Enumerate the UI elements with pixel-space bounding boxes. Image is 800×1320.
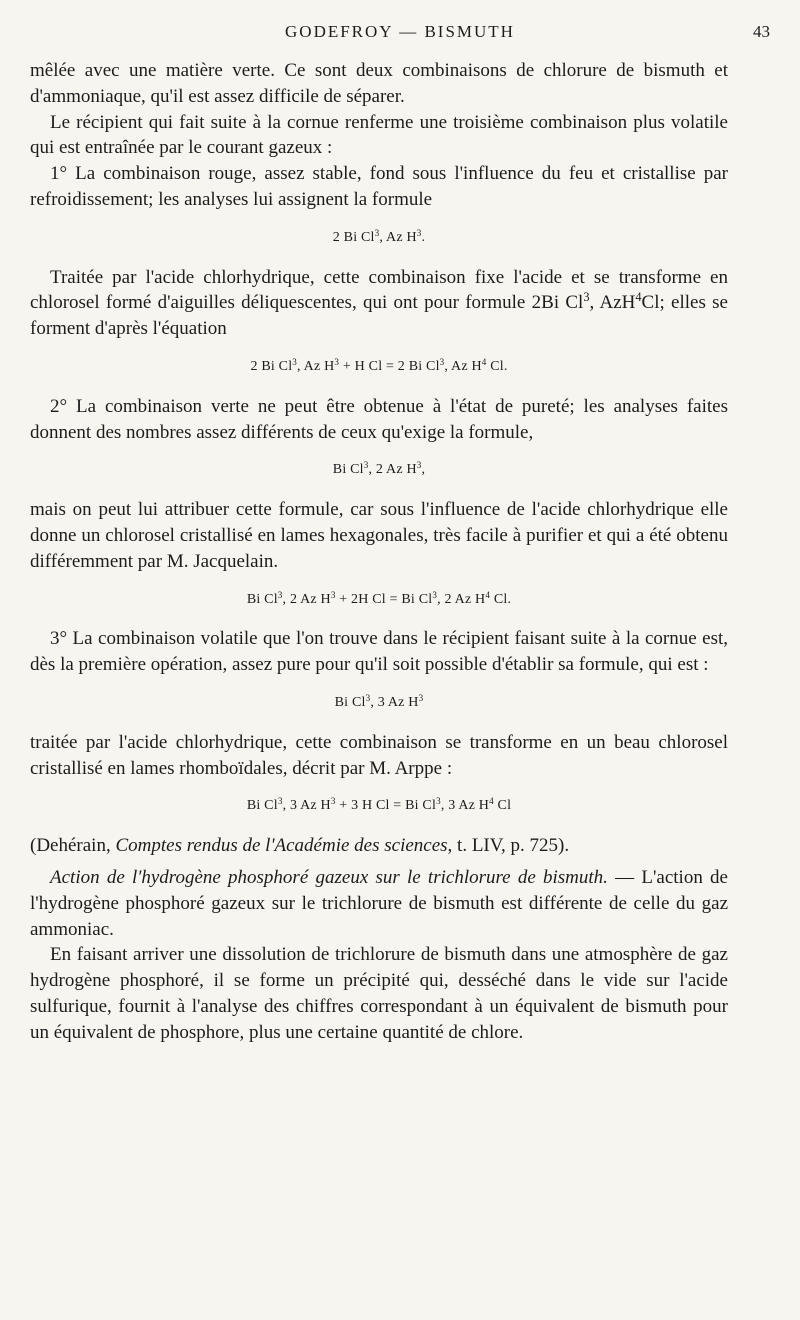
paragraph-5: 2° La combinaison verte ne peut être obtenue à l'état de pureté; les analyses faites donnent des nombres assez différents de ceux qu'exige la formule,: [30, 395, 728, 443]
paragraph-6: mais on peut lui attribuer cette formule, car sous l'influence de l'acide chlorhydrique elle donne un chlorosel cristallisé en lames hexagonales, très facile à purifier et qui a été obtenu différemment par M. Jacquelain.: [30, 499, 728, 572]
page-number: 43: [753, 22, 770, 41]
formula-part: , Az H: [444, 358, 482, 374]
formula-sup: 3: [363, 460, 369, 471]
formula-sup: 3: [418, 692, 424, 703]
formula-part: 2 Bi Cl: [250, 358, 293, 374]
formula-sup: 3: [436, 796, 441, 807]
formula-sup: 3: [330, 589, 336, 600]
paragraph-4-text: Cl; elles se forment d'après l'équation: [30, 292, 728, 340]
formula-6: [30, 793, 728, 819]
paragraph-3: 1° La combinaison rouge, assez stable, fond sous l'influence du feu et cristallise par refroidissement; les analyses lui assignent la formule: [30, 163, 728, 210]
formula-part: 2 Bi Cl: [332, 229, 375, 245]
formula-2: [30, 354, 728, 380]
formula-part: , 2 Az H: [368, 462, 417, 478]
formula-sup: 3: [292, 356, 298, 367]
paragraph-4-text: Traitée par l'acide chlorhydrique, cette combinaison fixe l'acide et se transforme en chlorosel formé d'aiguilles déliquescentes, qui ont pour formule 2Bi Cl: [30, 266, 728, 314]
formula-sup: 3: [439, 356, 445, 367]
formula-part: Bi Cl: [334, 694, 366, 710]
formula-part: ,: [421, 462, 426, 478]
paragraph-10-text: — L'action de l'hydrogène phosphoré gazeux sur le trichlorure de bismuth est différente de celle du gaz ammoniac.: [30, 866, 728, 940]
citation: [30, 833, 728, 859]
section-heading: Action de l'hydrogène phosphoré gazeux sur le trichlorure de bismuth.: [50, 866, 608, 888]
formula-part: , 3 Az H: [440, 798, 490, 814]
formula-part: Bi Cl: [246, 798, 278, 814]
formula-part: Cl.: [486, 358, 508, 374]
formula-part: , 3 Az H: [282, 798, 331, 814]
paragraph-7: 3° La combinaison volatile que l'on trouve dans le récipient faisant suite à la cornue est, dès la première opération, assez pure pour qu'il soit possible d'établir sa formule, qui est :: [30, 628, 728, 676]
formula-sup: 3: [330, 796, 336, 807]
formula-part: , Az H: [379, 229, 417, 245]
formula-sup: 3: [583, 290, 590, 305]
paragraph-2: Le récipient qui fait suite à la cornue renferme une troisième combinaison plus volatile qui est entraînée par le courant gazeux :: [30, 111, 728, 159]
formula-part: , 2 Az H: [282, 591, 331, 607]
paragraph-10: [30, 865, 728, 942]
paragraph-4-text: , AzH: [589, 292, 636, 314]
formula-sup: 3: [416, 460, 422, 471]
formula-sup: 4: [485, 589, 491, 600]
formula-sup: 4: [635, 290, 642, 305]
formula-4: [30, 587, 728, 613]
formula-1: [30, 225, 728, 251]
formula-part: , Az H: [297, 358, 335, 374]
formula-part: .: [421, 229, 426, 245]
body-text: [30, 58, 728, 1046]
citation-journal: Comptes rendus de l'Académie des sciences: [115, 835, 448, 857]
paragraph-11: En faisant arriver une dissolution de trichlorure de bismuth dans une atmosphère de gaz hydrogène phosphoré, il se forme un précipité qui, desséché dans le vide sur l'acide sulfurique, fournit à l'analyse des chiffres correspondant à un équivalent de bismuth pour un équivalent de phosphore, plus une certaine quantité de chlore.: [30, 944, 728, 1043]
formula-sup: 3: [432, 589, 438, 600]
paragraph-1: mêlée avec une matière verte. Ce sont deux combinaisons de chlorure de bismuth et d'ammoniaque, qu'il est assez difficile de séparer.: [30, 60, 728, 107]
formula-sup: 3: [334, 356, 340, 367]
formula-sup: 3: [365, 692, 371, 703]
formula-sup: 3: [416, 227, 422, 238]
running-title: GODEFROY — BISMUTH: [285, 22, 515, 41]
formula-sup: 4: [481, 356, 487, 367]
formula-part: Bi Cl: [332, 462, 364, 478]
formula-part: Bi Cl: [246, 591, 278, 607]
formula-sup: 3: [277, 796, 283, 807]
paragraph-8: traitée par l'acide chlorhydrique, cette combinaison se transforme en un beau chlorosel cristallisé en lames rhomboïdales, décrit par M. Arppe :: [30, 731, 728, 779]
formula-part: + H Cl = 2 Bi Cl: [339, 358, 440, 374]
formula-part: + 2H Cl = Bi Cl: [335, 591, 433, 607]
citation-text: , t. LIV, p. 725).: [447, 835, 570, 857]
citation-text: (Dehérain,: [30, 835, 116, 857]
formula-part: Cl.: [490, 591, 512, 607]
formula-5: [30, 690, 728, 716]
formula-part: Cl: [493, 798, 512, 814]
formula-part: + 3 H Cl = Bi Cl: [335, 798, 437, 814]
formula-sup: 4: [489, 796, 494, 807]
paragraph-4: [30, 265, 728, 342]
formula-sup: 3: [374, 227, 380, 238]
formula-part: , 3 Az H: [370, 694, 419, 710]
formula-sup: 3: [277, 589, 283, 600]
formula-part: , 2 Az H: [437, 591, 486, 607]
formula-3: [30, 457, 728, 483]
